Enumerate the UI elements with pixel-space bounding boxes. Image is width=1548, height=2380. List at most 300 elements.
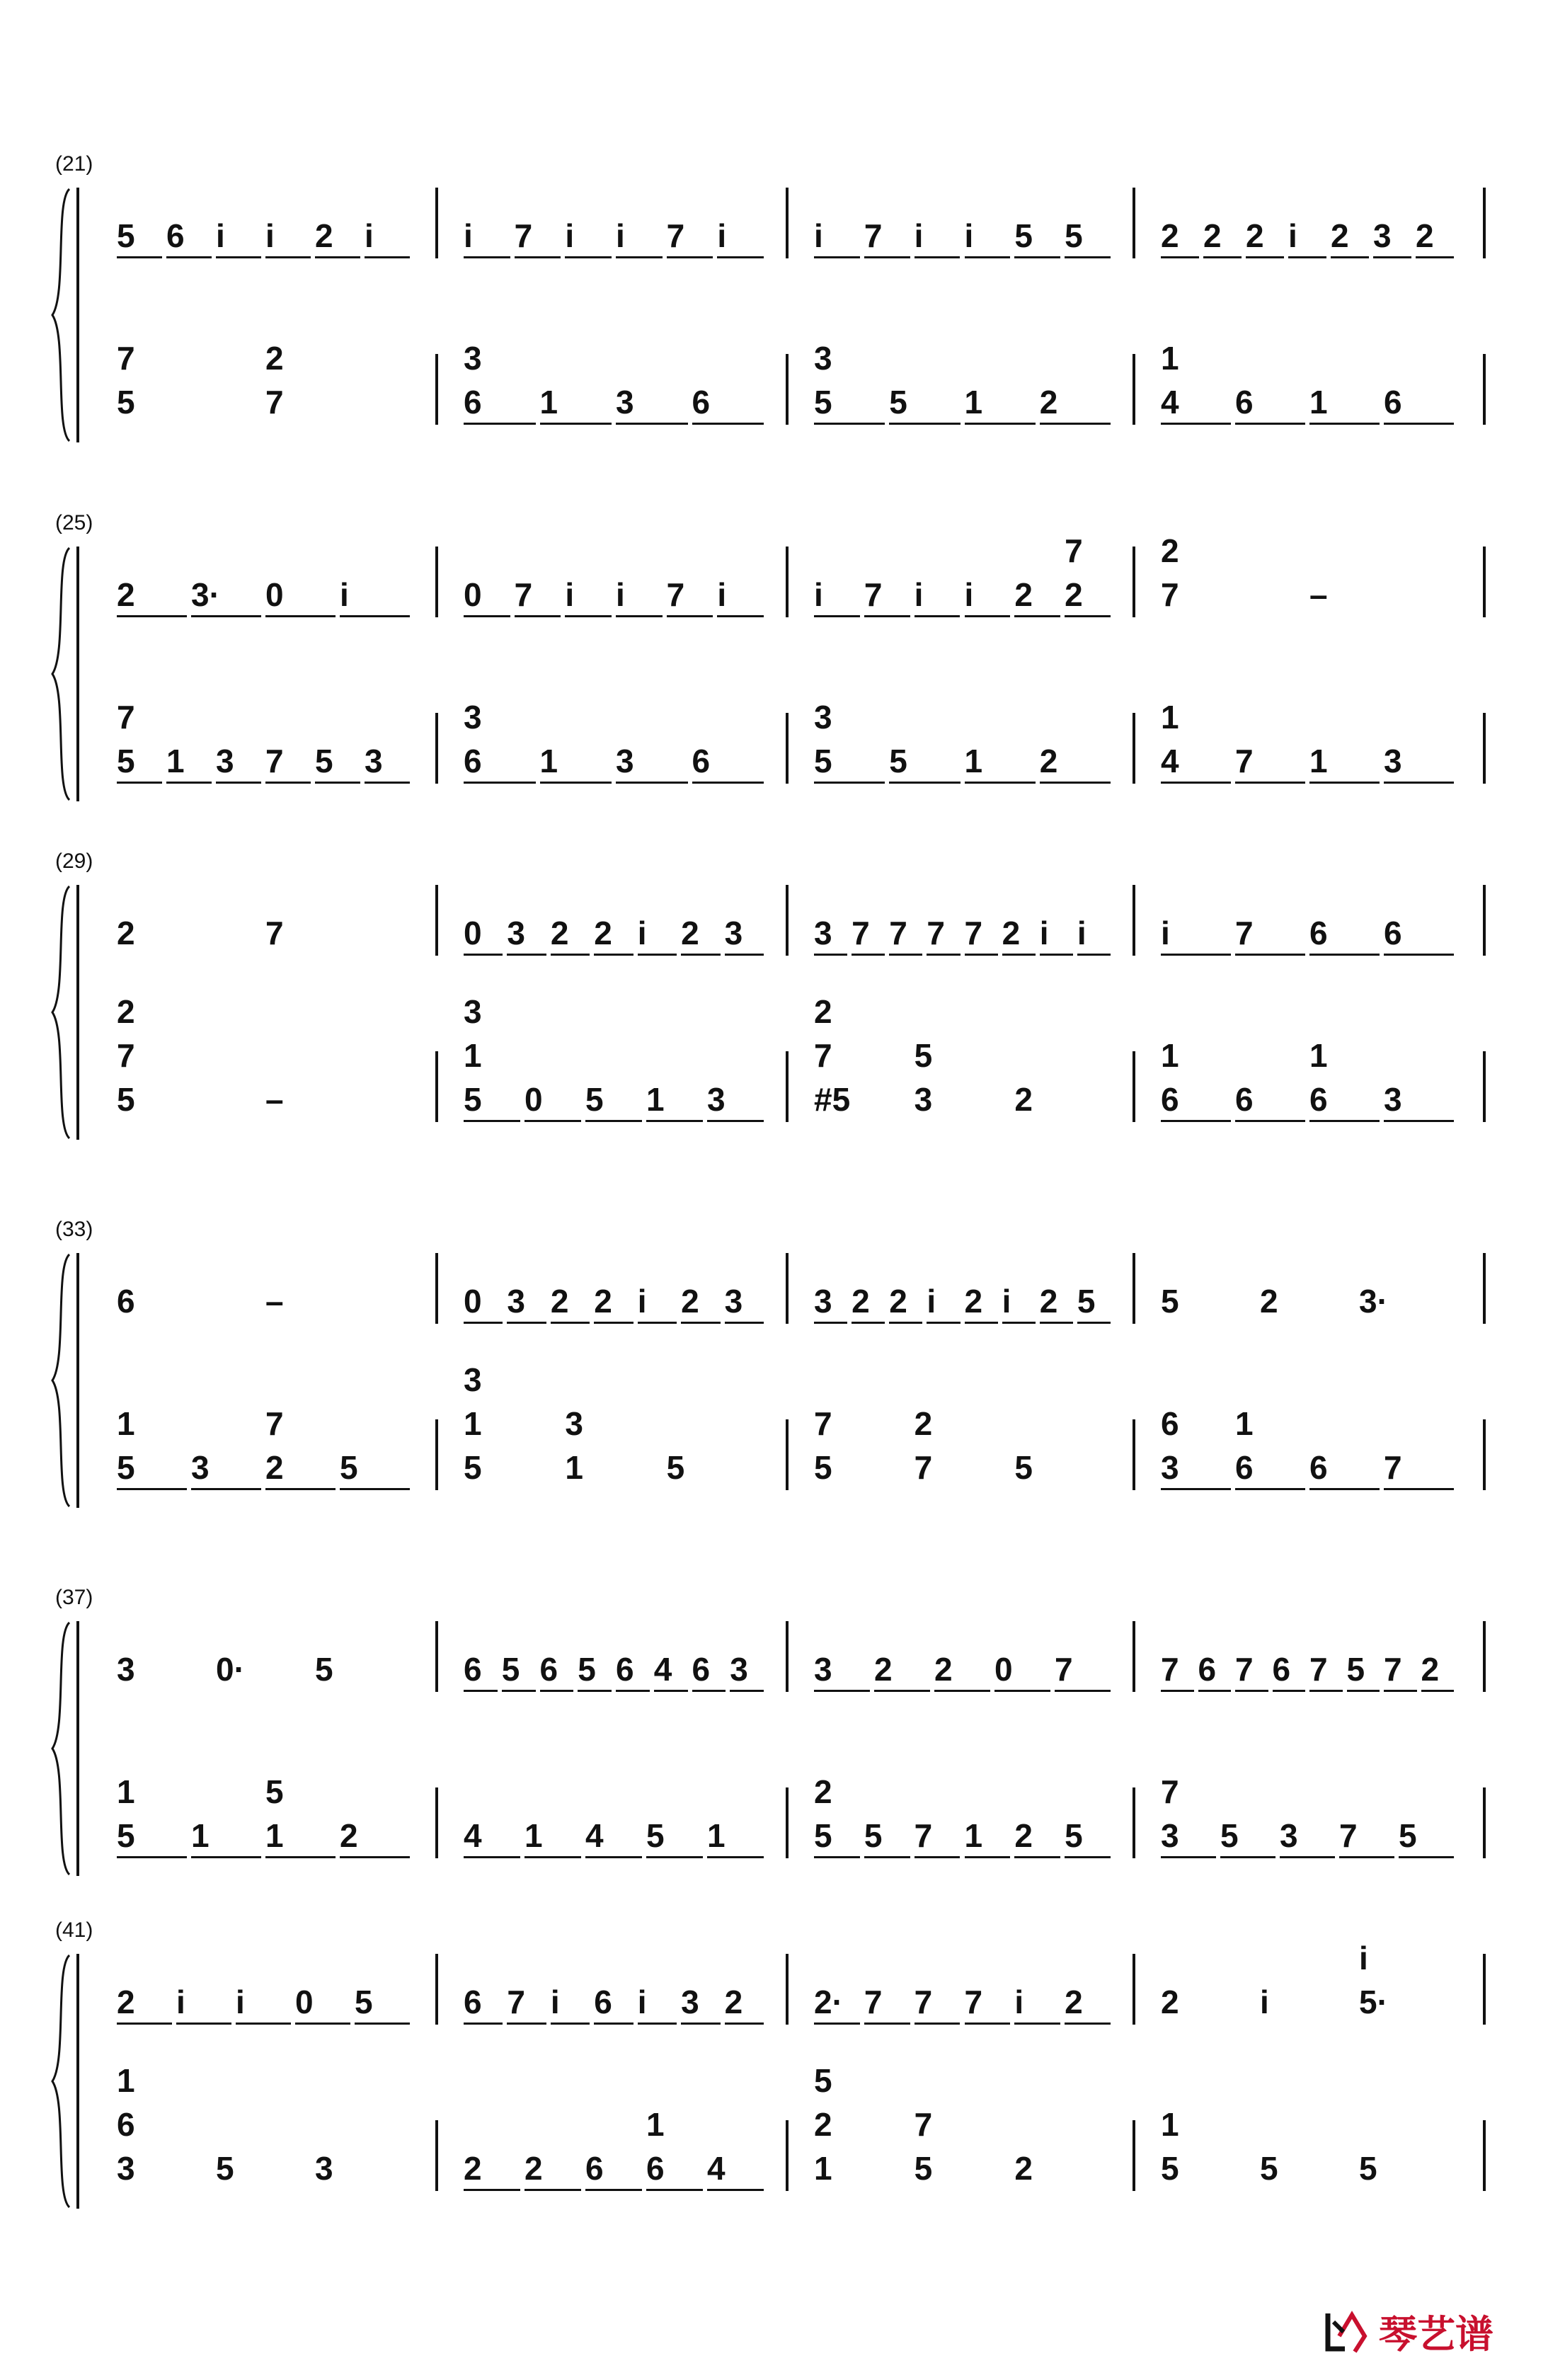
right-note: 3 — [814, 915, 832, 951]
rhythm-underline — [1065, 2023, 1111, 2025]
barline-left-hand — [435, 713, 438, 784]
right-note: 6 — [1198, 1651, 1217, 1688]
left-note: 1 — [166, 743, 185, 779]
barline-right-hand — [1483, 1253, 1486, 1324]
system-left-barline — [76, 1954, 79, 2209]
barline-right-hand — [786, 885, 789, 956]
left-note: 2 — [814, 1773, 832, 1810]
rhythm-underline — [551, 954, 590, 956]
left-note: 2 — [340, 1817, 358, 1854]
barline-right-hand — [1133, 1621, 1135, 1692]
left-note: 2 — [1039, 743, 1058, 779]
right-note: 7 — [1161, 1651, 1179, 1688]
left-note: 5 — [889, 743, 907, 779]
rhythm-underline — [692, 423, 764, 425]
left-note: 4 — [707, 2150, 726, 2187]
right-note: 5 — [578, 1651, 596, 1688]
left-note: 5 — [814, 384, 832, 420]
rhythm-underline — [507, 954, 546, 956]
right-note: i — [464, 217, 473, 254]
score-system — [0, 849, 1548, 1147]
left-note: 5 — [117, 743, 135, 779]
rhythm-underline — [117, 1856, 187, 1858]
left-note: 1 — [117, 1773, 135, 1810]
left-note: 6 — [646, 2150, 665, 2187]
rhythm-underline — [1373, 256, 1411, 258]
rhythm-underline — [1055, 1690, 1111, 1692]
left-note: 2 — [1039, 384, 1058, 420]
rhythm-underline — [1331, 256, 1369, 258]
left-note: 1 — [707, 1817, 726, 1854]
rhythm-underline — [915, 615, 961, 617]
right-note: 2 — [889, 1283, 907, 1320]
rhythm-underline — [965, 782, 1036, 784]
right-note: i — [565, 576, 575, 613]
rhythm-underline — [515, 256, 561, 258]
left-note: 1 — [524, 1817, 543, 1854]
left-note: 3 — [464, 699, 482, 736]
left-note: 1 — [191, 1817, 210, 1854]
right-note: 7 — [1235, 1651, 1254, 1688]
rhythm-underline — [216, 782, 261, 784]
score-system — [0, 511, 1548, 808]
rhythm-underline — [191, 615, 261, 617]
rhythm-underline — [117, 256, 162, 258]
right-note: 5 — [117, 217, 135, 254]
right-note: 2 — [1246, 217, 1264, 254]
rhythm-underline — [524, 2189, 581, 2191]
rhythm-underline — [464, 1120, 520, 1122]
rhythm-underline — [874, 1690, 930, 1692]
left-note: 5 — [646, 1817, 665, 1854]
right-note: 6 — [616, 1651, 634, 1688]
rhythm-underline — [1235, 954, 1305, 956]
right-note: i — [236, 1984, 245, 2020]
barline-left-hand — [786, 1051, 789, 1122]
left-note: 5 — [117, 384, 135, 420]
left-note: 1 — [1161, 2106, 1179, 2143]
left-note: 3 — [1161, 1817, 1179, 1854]
right-note: 2 — [724, 1984, 743, 2020]
barline-right-hand — [786, 547, 789, 617]
rhythm-underline — [464, 2189, 520, 2191]
right-note: 2 — [1203, 217, 1222, 254]
rhythm-underline — [814, 423, 885, 425]
rhythm-underline — [1161, 1690, 1194, 1692]
right-note: 6 — [594, 1984, 612, 2020]
left-note: 5 — [117, 1081, 135, 1118]
barline-left-hand — [786, 713, 789, 784]
rhythm-underline — [340, 1856, 410, 1858]
rhythm-underline — [717, 615, 764, 617]
left-note: 3 — [464, 993, 482, 1030]
left-note: 1 — [539, 743, 558, 779]
rhythm-underline — [927, 954, 960, 956]
rhythm-underline — [814, 782, 885, 784]
right-note: i — [1161, 915, 1170, 951]
rhythm-underline — [646, 1856, 703, 1858]
left-note: 1 — [1309, 743, 1328, 779]
qinyipu-logo-icon — [1324, 2308, 1372, 2356]
right-note: 2 — [117, 1984, 135, 2020]
rhythm-underline — [814, 615, 860, 617]
left-note: 2 — [464, 2150, 482, 2187]
rhythm-underline — [117, 1488, 187, 1490]
right-note: 7 — [964, 915, 983, 951]
barline-right-hand — [1483, 547, 1486, 617]
rhythm-underline — [725, 954, 764, 956]
rhythm-underline — [654, 1690, 688, 1692]
rhythm-underline — [638, 1322, 677, 1324]
right-note: i — [1077, 915, 1087, 951]
rhythm-underline — [1014, 615, 1060, 617]
right-note: i — [216, 217, 225, 254]
left-note: 1 — [464, 1405, 482, 1442]
right-note: 3 — [814, 1651, 832, 1688]
right-note: 3 — [814, 1283, 832, 1320]
left-note: 2 — [814, 2106, 832, 2143]
rhythm-underline — [889, 782, 960, 784]
right-note: 3 — [730, 1651, 748, 1688]
rhythm-underline — [1235, 1120, 1305, 1122]
rhythm-underline — [265, 256, 311, 258]
left-note: 5 — [864, 1817, 883, 1854]
right-note: 2 — [1065, 1984, 1083, 2020]
measure-number: (33) — [55, 1218, 93, 1241]
rhythm-underline — [515, 615, 561, 617]
measure-number: (21) — [55, 152, 93, 176]
left-note: 3 — [1280, 1817, 1298, 1854]
rhythm-underline — [1161, 256, 1199, 258]
rhythm-underline — [585, 1120, 642, 1122]
right-note: 2 — [681, 915, 699, 951]
left-note: 3 — [191, 1449, 210, 1486]
rhythm-underline — [236, 2023, 291, 2025]
barline-right-hand — [1483, 1954, 1486, 2025]
left-note: 1 — [964, 743, 983, 779]
rhythm-underline — [1309, 1488, 1380, 1490]
rhythm-underline — [1384, 1690, 1417, 1692]
left-note: 7 — [914, 1817, 933, 1854]
rhythm-underline — [1235, 1488, 1305, 1490]
rhythm-underline — [594, 1322, 633, 1324]
right-note: 7 — [1309, 1651, 1328, 1688]
right-note: 7 — [265, 915, 284, 951]
left-note: 5 — [1399, 1817, 1417, 1854]
right-note: 2 — [964, 1283, 983, 1320]
left-note: 5 — [1065, 1817, 1083, 1854]
grand-staff-brace-icon — [48, 188, 74, 442]
barline-right-hand — [1483, 188, 1486, 258]
rhythm-underline — [464, 615, 510, 617]
rhythm-underline — [117, 2023, 172, 2025]
system-left-barline — [76, 1621, 79, 1876]
left-note: 5 — [1359, 2150, 1377, 2187]
rhythm-underline — [340, 615, 410, 617]
right-note: 6 — [539, 1651, 558, 1688]
left-note: 7 — [1384, 1449, 1402, 1486]
barline-right-hand — [786, 1954, 789, 2025]
left-note: 6 — [464, 743, 482, 779]
left-note: 1 — [464, 1037, 482, 1074]
rhythm-underline — [1002, 954, 1036, 956]
right-note: 5 — [355, 1984, 373, 2020]
rhythm-underline — [915, 256, 961, 258]
left-note: 3 — [365, 743, 383, 779]
left-note: 2 — [1014, 2150, 1033, 2187]
grand-staff-brace-icon — [48, 547, 74, 801]
left-note: 2 — [117, 993, 135, 1030]
barline-left-hand — [1483, 2120, 1486, 2191]
left-note: 6 — [1309, 1081, 1328, 1118]
right-note: i — [637, 1984, 647, 2020]
right-note: 6 — [1309, 915, 1328, 951]
left-note: 5 — [666, 1449, 685, 1486]
rhythm-underline — [1309, 423, 1380, 425]
barline-right-hand — [435, 885, 438, 956]
rhythm-underline — [1065, 1856, 1111, 1858]
right-note: 2 — [117, 915, 135, 951]
left-note: 2 — [524, 2150, 543, 2187]
rhythm-underline — [852, 1322, 885, 1324]
rhythm-underline — [814, 954, 847, 956]
rhythm-underline — [166, 782, 212, 784]
rhythm-underline — [265, 782, 311, 784]
measure-number: (37) — [55, 1586, 93, 1609]
right-note: 2 — [315, 217, 333, 254]
rhythm-underline — [1161, 1488, 1231, 1490]
rhythm-underline — [365, 782, 410, 784]
left-note: 1 — [1309, 384, 1328, 420]
left-note: 6 — [117, 2106, 135, 2143]
barline-left-hand — [786, 354, 789, 425]
right-note: 2 — [550, 1283, 569, 1320]
rhythm-underline — [965, 2023, 1011, 2025]
right-note: 2 — [594, 915, 612, 951]
right-note: 7 — [514, 576, 533, 613]
barline-right-hand — [786, 1621, 789, 1692]
right-note: 6 — [1384, 915, 1402, 951]
right-note: 5· — [1359, 1984, 1388, 2020]
left-note: 5 — [914, 2150, 933, 2187]
left-note: 5 — [914, 1037, 933, 1074]
right-note: i — [964, 217, 974, 254]
right-note: 2 — [874, 1651, 893, 1688]
left-note: 1 — [964, 1817, 983, 1854]
rhythm-underline — [551, 2023, 590, 2025]
rhythm-underline — [1246, 256, 1284, 258]
left-note: 3 — [914, 1081, 933, 1118]
score-system — [0, 152, 1548, 450]
rhythm-underline — [1235, 423, 1305, 425]
rhythm-underline — [464, 423, 536, 425]
barline-left-hand — [1133, 354, 1135, 425]
left-note: 3 — [464, 1361, 482, 1398]
right-note: 2 — [934, 1651, 953, 1688]
rhythm-underline — [1014, 1856, 1060, 1858]
right-note: 0 — [265, 576, 284, 613]
rhythm-underline — [1309, 1120, 1380, 1122]
rhythm-underline — [616, 1690, 650, 1692]
right-note: i — [914, 576, 924, 613]
right-note: 5 — [315, 1651, 333, 1688]
rhythm-underline — [176, 2023, 231, 2025]
left-note: 1 — [117, 1405, 135, 1442]
right-note: 2 — [1014, 576, 1033, 613]
barline-right-hand — [786, 1253, 789, 1324]
rhythm-underline — [265, 1488, 336, 1490]
rhythm-underline — [1288, 256, 1326, 258]
rhythm-underline — [934, 1690, 990, 1692]
rhythm-underline — [667, 256, 713, 258]
barline-right-hand — [1133, 885, 1135, 956]
rhythm-underline — [524, 1856, 581, 1858]
left-note: 2 — [1014, 1817, 1033, 1854]
barline-right-hand — [435, 1253, 438, 1324]
left-note: 1 — [646, 1081, 665, 1118]
right-note: 2· — [814, 1984, 843, 2020]
right-note: 7 — [1235, 915, 1254, 951]
rhythm-underline — [265, 615, 336, 617]
rhythm-underline — [1339, 1856, 1394, 1858]
barline-left-hand — [1483, 1051, 1486, 1122]
right-note: 7 — [852, 915, 870, 951]
rhythm-underline — [707, 1856, 764, 1858]
left-note: 5 — [1220, 1817, 1239, 1854]
rhythm-underline — [889, 1322, 922, 1324]
rhythm-underline — [1309, 954, 1380, 956]
rhythm-underline — [814, 256, 860, 258]
rhythm-underline — [814, 2023, 860, 2025]
left-note: 5 — [265, 1773, 284, 1810]
left-note: 3 — [814, 340, 832, 377]
rhythm-underline — [692, 782, 764, 784]
watermark-text: 琴艺谱 — [1379, 2312, 1493, 2357]
left-note: 7 — [265, 1405, 284, 1442]
right-note: 0 — [994, 1651, 1013, 1688]
left-note: 5 — [814, 1449, 832, 1486]
left-note: 4 — [585, 1817, 604, 1854]
barline-left-hand — [435, 1787, 438, 1858]
right-note: 0 — [464, 1283, 482, 1320]
left-note: 5 — [315, 743, 333, 779]
barline-left-hand — [435, 1051, 438, 1122]
left-note: 5 — [464, 1081, 482, 1118]
barline-left-hand — [1133, 1419, 1135, 1490]
left-note: 1 — [265, 1817, 284, 1854]
left-note: 6 — [692, 384, 711, 420]
left-note: 5 — [814, 743, 832, 779]
barline-left-hand — [435, 1419, 438, 1490]
rhythm-underline — [814, 1322, 847, 1324]
rhythm-underline — [1399, 1856, 1454, 1858]
barline-right-hand — [435, 1954, 438, 2025]
rhythm-underline — [565, 615, 612, 617]
right-note: i — [1039, 915, 1049, 951]
right-note: 2 — [852, 1283, 870, 1320]
right-note: i — [637, 1283, 647, 1320]
left-note: 7 — [1339, 1817, 1358, 1854]
rhythm-underline — [1309, 1690, 1343, 1692]
left-note: 2 — [914, 1405, 933, 1442]
left-note: 1 — [1235, 1405, 1254, 1442]
left-note: 5 — [814, 1817, 832, 1854]
rhythm-underline — [1040, 1322, 1073, 1324]
rhythm-underline — [864, 1856, 910, 1858]
barline-left-hand — [786, 1419, 789, 1490]
rhythm-underline — [1161, 1120, 1231, 1122]
left-note: 3 — [616, 384, 634, 420]
right-note: 0 — [464, 576, 482, 613]
left-note: 6 — [1235, 384, 1254, 420]
left-note: 6 — [1161, 1405, 1179, 1442]
rhythm-underline — [464, 1856, 520, 1858]
left-note: #5 — [814, 1081, 851, 1118]
right-note: 6 — [464, 1651, 482, 1688]
rhythm-underline — [585, 2189, 642, 2191]
barline-left-hand — [1483, 354, 1486, 425]
grand-staff-brace-icon — [48, 885, 74, 1140]
rhythm-underline — [725, 1322, 764, 1324]
right-note: 2 — [1421, 1651, 1440, 1688]
rhythm-underline — [915, 2023, 961, 2025]
system-left-barline — [76, 547, 79, 801]
left-note: – — [265, 1081, 284, 1118]
right-note: – — [1309, 576, 1328, 613]
rhythm-underline — [965, 615, 1011, 617]
barline-left-hand — [1133, 1051, 1135, 1122]
rhythm-underline — [927, 1322, 960, 1324]
rhythm-underline — [638, 2023, 677, 2025]
score-system — [0, 1586, 1548, 1883]
rhythm-underline — [585, 1856, 642, 1858]
rhythm-underline — [1077, 954, 1111, 956]
right-note: 2 — [550, 915, 569, 951]
rhythm-underline — [365, 256, 410, 258]
right-note: i — [927, 1283, 936, 1320]
left-note: 4 — [1161, 384, 1179, 420]
barline-left-hand — [435, 2120, 438, 2191]
barline-left-hand — [1483, 1419, 1486, 1490]
right-note: 7 — [964, 1984, 983, 2020]
barline-right-hand — [1133, 188, 1135, 258]
rhythm-underline — [725, 2023, 764, 2025]
rhythm-underline — [540, 423, 612, 425]
left-note: 6 — [692, 743, 711, 779]
right-note: 6 — [166, 217, 185, 254]
left-note: 7 — [1235, 743, 1254, 779]
right-note: 4 — [653, 1651, 672, 1688]
right-note: 2 — [1331, 217, 1349, 254]
left-note: 1 — [964, 384, 983, 420]
rhythm-underline — [1161, 1856, 1216, 1858]
rhythm-underline — [540, 1690, 574, 1692]
rhythm-underline — [1203, 256, 1242, 258]
rhythm-underline — [1002, 1322, 1036, 1324]
rhythm-underline — [646, 1120, 703, 1122]
rhythm-underline — [681, 2023, 720, 2025]
rhythm-underline — [681, 954, 720, 956]
left-note: 7 — [1161, 1773, 1179, 1810]
right-note: i — [365, 217, 374, 254]
rhythm-underline — [1347, 1690, 1380, 1692]
barline-right-hand — [1133, 1954, 1135, 2025]
rhythm-underline — [315, 782, 360, 784]
right-note: 0· — [216, 1651, 245, 1688]
left-note: 3 — [216, 743, 234, 779]
left-note: 7 — [914, 1449, 933, 1486]
left-note: 1 — [117, 2062, 135, 2099]
